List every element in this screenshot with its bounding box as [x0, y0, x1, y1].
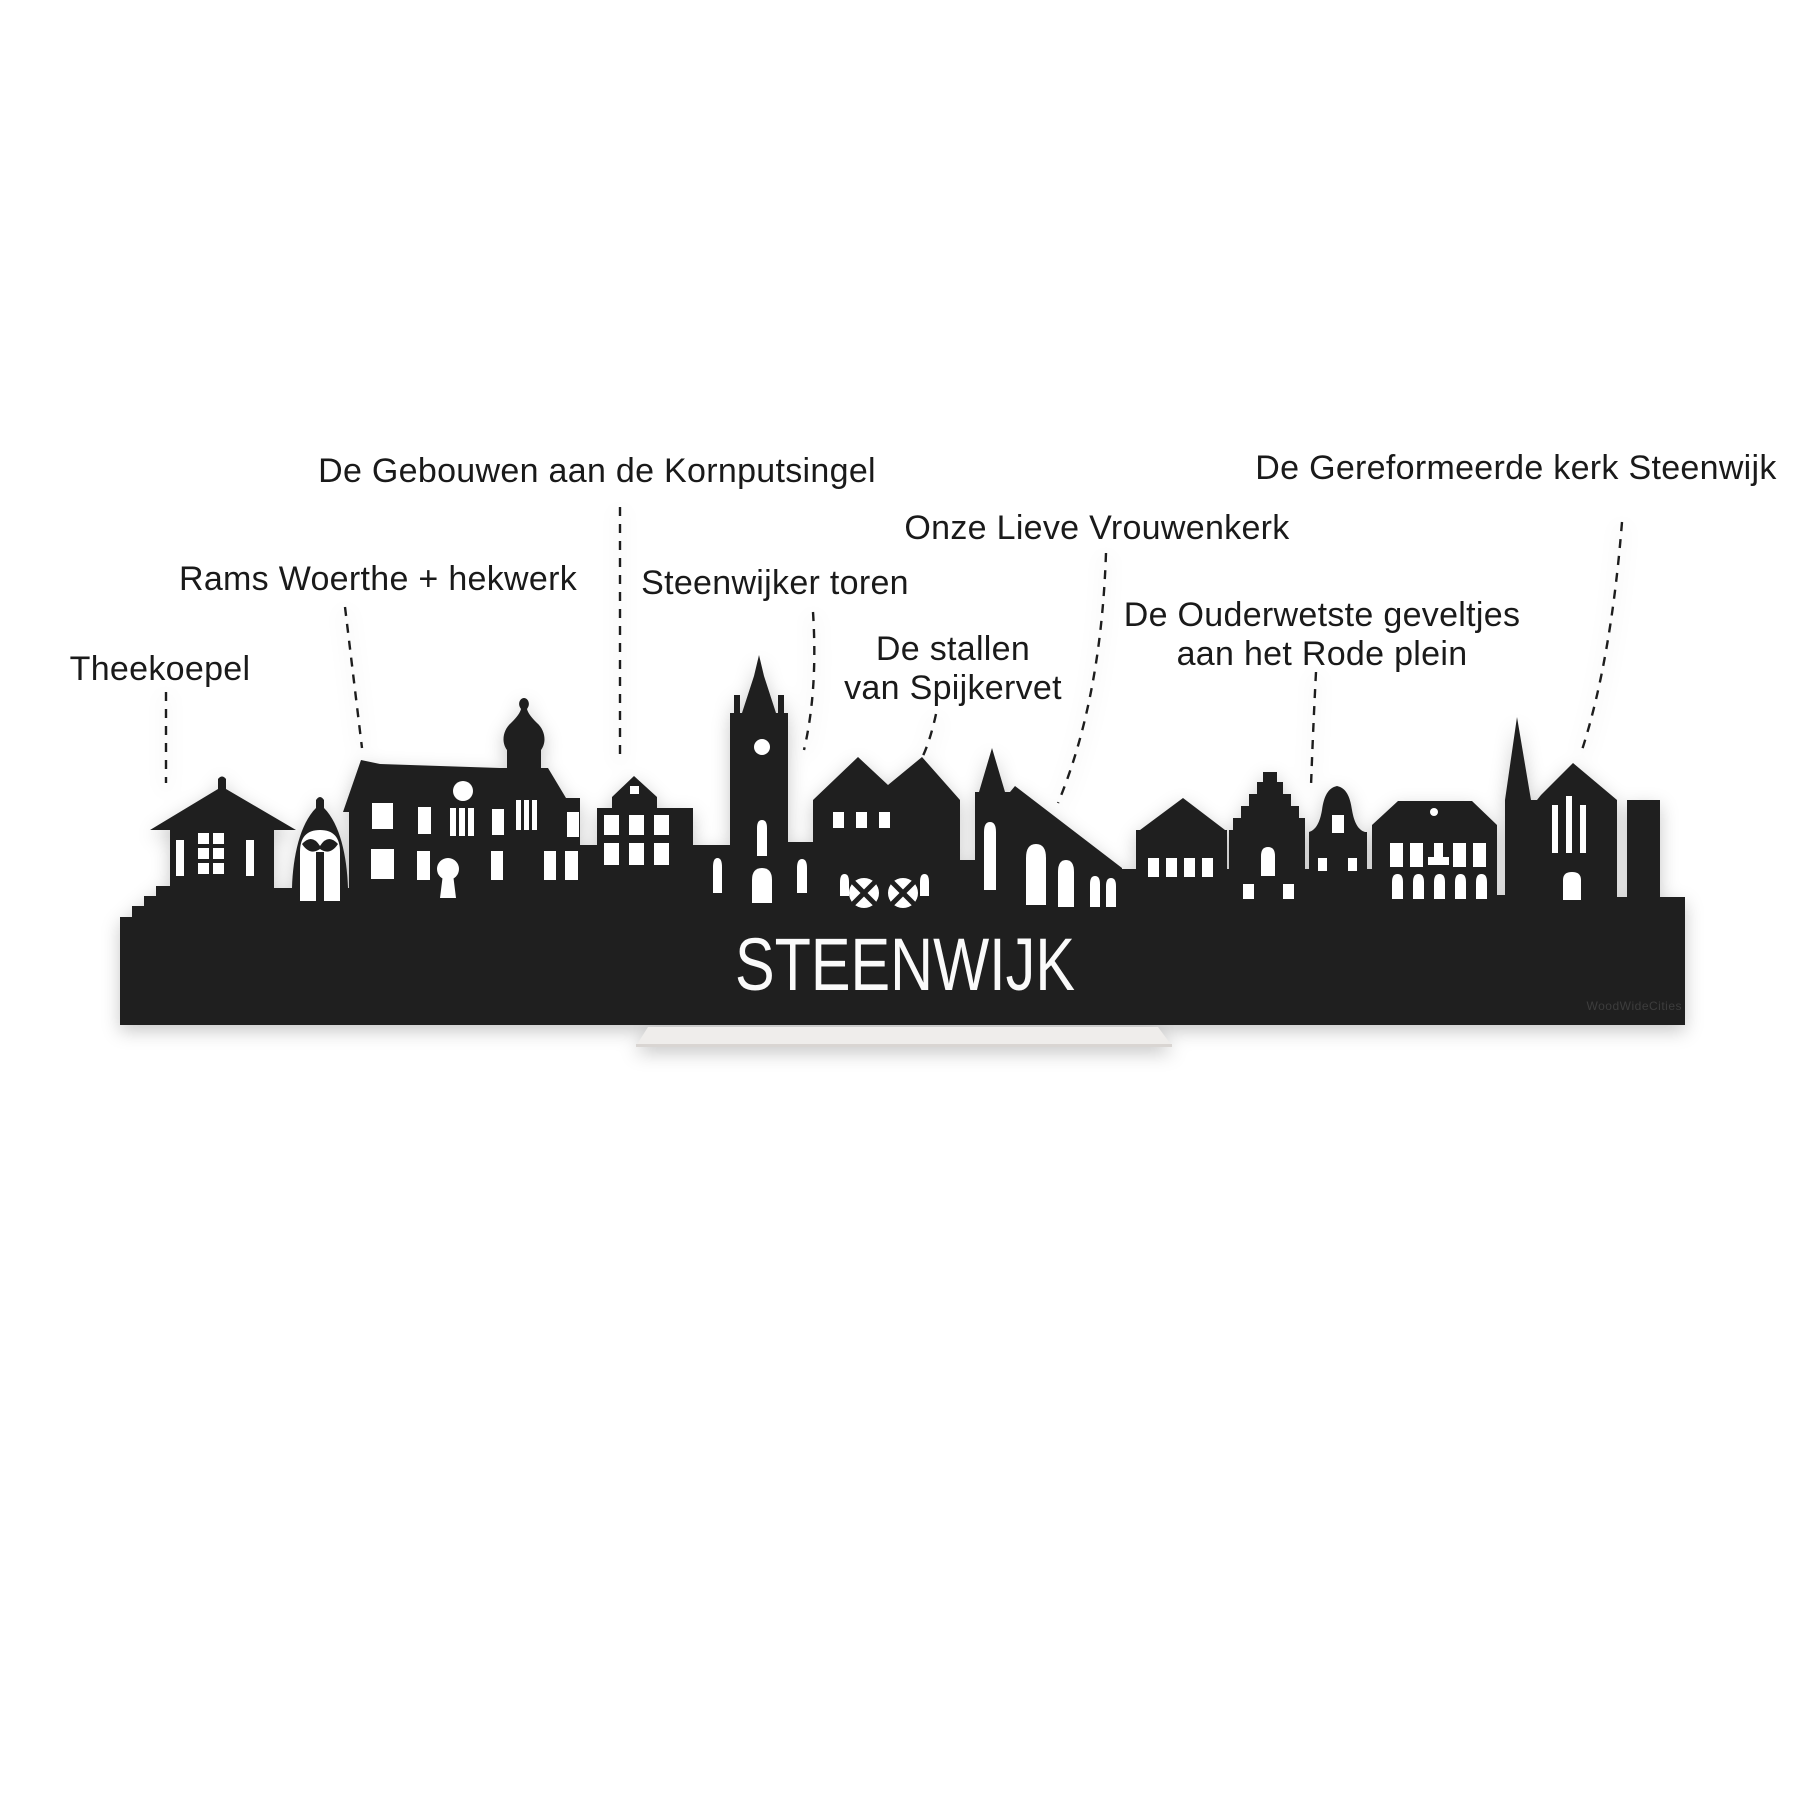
label-stallen-line2: van Spijkervet — [844, 669, 1062, 707]
watermark: WoodWideCities — [1586, 999, 1682, 1013]
city-name-cutout: STEENWIJK — [735, 923, 1075, 1006]
display-stand — [636, 1027, 1172, 1047]
label-gereformeerde: De Gereformeerde kerk Steenwijk — [1255, 449, 1777, 487]
leader-stallen — [921, 714, 936, 760]
leader-lines — [166, 507, 1622, 803]
label-ouderwetste-line2: aan het Rode plein — [1176, 635, 1468, 673]
label-theekoepel: Theekoepel — [69, 650, 251, 688]
leader-rams-woerthe — [345, 607, 362, 748]
label-stallen-line1: De stallen — [875, 630, 1031, 668]
kerk-annex-block — [1627, 800, 1660, 900]
leader-steenwijker-toren — [804, 612, 814, 750]
label-rams-woerthe: Rams Woerthe + hekwerk — [178, 560, 578, 598]
leader-gereformeerde — [1582, 522, 1622, 750]
label-kornputsingel: De Gebouwen aan de Kornputsingel — [318, 452, 876, 490]
label-steenwijker-toren: Steenwijker toren — [641, 564, 909, 602]
label-vrouwenkerk: Onze Lieve Vrouwenkerk — [904, 509, 1290, 547]
label-ouderwetste-line1: De Ouderwetste geveltjes — [1123, 596, 1521, 634]
leader-ouderwetste — [1311, 672, 1316, 786]
leader-vrouwenkerk — [1058, 553, 1106, 803]
